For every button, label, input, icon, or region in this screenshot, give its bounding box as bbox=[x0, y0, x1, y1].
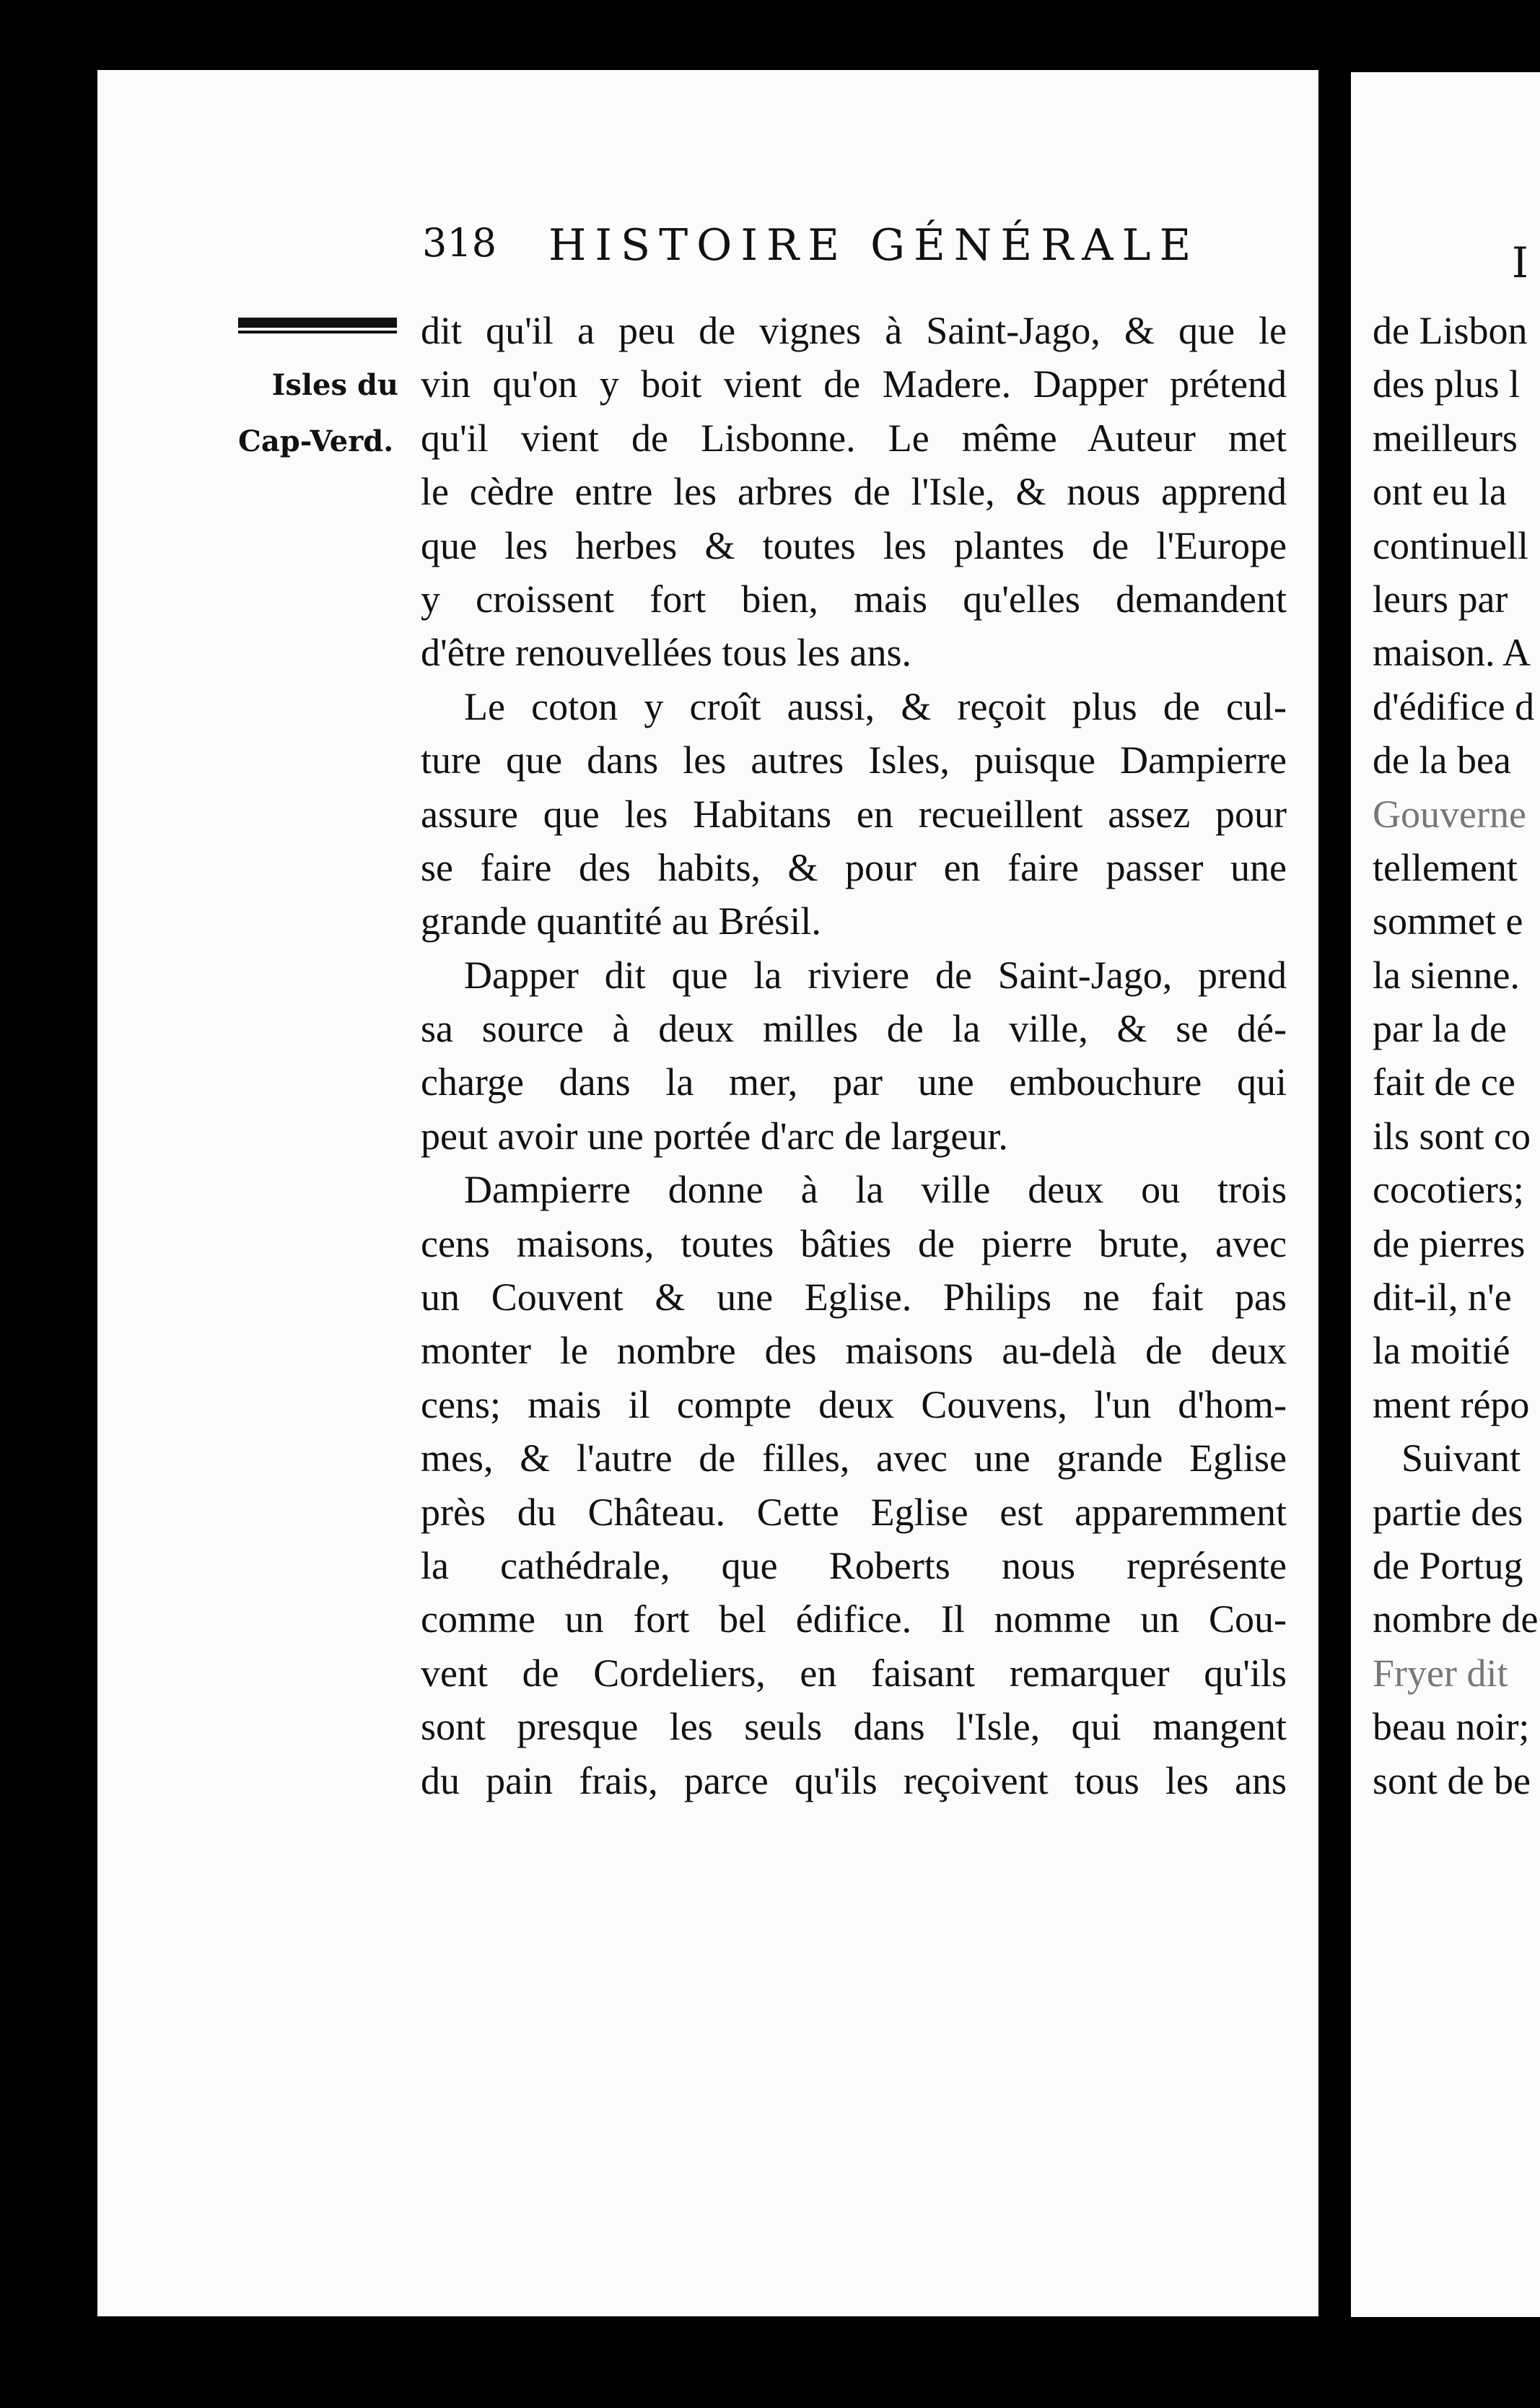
right-page-text bbox=[1373, 304, 1540, 1807]
text-line: Fryer dit bbox=[1373, 1651, 1508, 1695]
text-line: assure que les Habitans en recueillent assez pour bbox=[421, 792, 1287, 836]
text-line: près du Château. Cette Eglise est apparemment bbox=[421, 1490, 1287, 1534]
text-line: sont presque les seuls dans l'Isle, qui mangent bbox=[421, 1705, 1287, 1749]
text-line: sont de be bbox=[1373, 1758, 1531, 1802]
text-line: de Portug bbox=[1373, 1543, 1523, 1587]
right-running-head: I bbox=[1512, 238, 1528, 287]
text-line: dit-il, n'e bbox=[1373, 1275, 1512, 1319]
text-line: fait de ce bbox=[1373, 1060, 1515, 1104]
text-line: sa source à deux milles de la ville, & se dé- bbox=[421, 1007, 1287, 1051]
text-line: de la bea bbox=[1373, 738, 1511, 782]
text-line: que les herbes & toutes les plantes de l'Europe bbox=[421, 523, 1287, 567]
text-line: se faire des habits, & pour en faire passer une bbox=[421, 845, 1287, 889]
text-line: peut avoir une portée d'arc de largeur. bbox=[421, 1114, 1008, 1158]
text-line: du pain frais, parce qu'ils reçoivent tous les ans bbox=[421, 1758, 1287, 1802]
running-head bbox=[422, 220, 1274, 285]
text-line: leurs par bbox=[1373, 577, 1508, 621]
text-line: comme un fort bel édifice. Il nomme un Cou- bbox=[421, 1597, 1287, 1641]
text-line: d'être renouvellées tous les ans. bbox=[421, 631, 912, 675]
text-line: cens; mais il compte deux Couvens, l'un d'hom- bbox=[421, 1382, 1287, 1426]
text-line: vent de Cordeliers, en faisant remarquer qu'ils bbox=[421, 1651, 1287, 1695]
margin-note-line: Cap-Verd. bbox=[238, 424, 394, 458]
text-line: par la de bbox=[1373, 1007, 1507, 1051]
text-line: charge dans la mer, par une embouchure qui bbox=[421, 1060, 1287, 1104]
text-line: mes, & l'autre de filles, avec une grande Eglise bbox=[421, 1436, 1287, 1480]
text-line: maison. A bbox=[1373, 631, 1531, 675]
text-line: y croissent fort bien, mais qu'elles demandent bbox=[421, 577, 1287, 621]
text-line: nombre de bbox=[1373, 1597, 1539, 1641]
text-line: le cèdre entre les arbres de l'Isle, & nous apprend bbox=[421, 470, 1287, 514]
text-line: d'édifice d bbox=[1373, 684, 1535, 728]
text-line: monter le nombre des maisons au-delà de deux bbox=[421, 1329, 1287, 1373]
text-line: de Lisbon bbox=[1373, 309, 1528, 352]
text-line: ment répo bbox=[1373, 1382, 1530, 1426]
text-line: ils sont co bbox=[1373, 1114, 1531, 1158]
text-line: un Couvent & une Eglise. Philips ne fait pas bbox=[421, 1275, 1287, 1319]
margin-note bbox=[238, 357, 404, 470]
text-line: dit qu'il a peu de vignes à Saint-Jago, & que le bbox=[421, 309, 1287, 352]
text-line: la cathédrale, que Roberts nous représente bbox=[421, 1543, 1287, 1587]
text-line: tellement bbox=[1373, 845, 1518, 889]
text-line: Dampierre donne à la ville deux ou trois bbox=[464, 1168, 1287, 1212]
text-line: sommet e bbox=[1373, 899, 1523, 943]
text-line: Le coton y croît aussi, & reçoit plus de cul- bbox=[464, 684, 1287, 728]
page-number: 318 bbox=[422, 220, 497, 266]
text-line: ont eu la bbox=[1373, 470, 1507, 514]
text-line: la sienne. bbox=[1373, 953, 1520, 997]
text-line: ture que dans les autres Isles, puisque Dampierre bbox=[421, 738, 1287, 782]
text-line: des plus l bbox=[1373, 362, 1521, 406]
text-line: de pierres bbox=[1373, 1221, 1526, 1265]
text-line: partie des bbox=[1373, 1490, 1523, 1534]
text-line: vin qu'on y boit vient de Madere. Dapper prétend bbox=[421, 362, 1287, 406]
text-line: continuell bbox=[1373, 523, 1528, 567]
text-line: la moitié bbox=[1373, 1329, 1510, 1373]
body-text bbox=[421, 304, 1287, 1807]
text-line: Suivant bbox=[1401, 1436, 1521, 1480]
margin-note-line: Isles du bbox=[271, 368, 398, 402]
text-line: grande quantité au Brésil. bbox=[421, 899, 821, 943]
text-line: qu'il vient de Lisbonne. Le même Auteur met bbox=[421, 416, 1287, 460]
text-line: Gouverne bbox=[1373, 792, 1526, 836]
running-title: HISTOIRE GÉNÉRALE bbox=[548, 220, 1200, 271]
text-line: meilleurs bbox=[1373, 416, 1518, 460]
text-line: cocotiers; bbox=[1373, 1168, 1524, 1212]
text-line: beau noir; bbox=[1373, 1705, 1530, 1749]
text-line: cens maisons, toutes bâties de pierre brute, avec bbox=[421, 1221, 1287, 1265]
text-line: Dapper dit que la riviere de Saint-Jago, prend bbox=[464, 953, 1287, 997]
margin-rule bbox=[238, 318, 397, 328]
